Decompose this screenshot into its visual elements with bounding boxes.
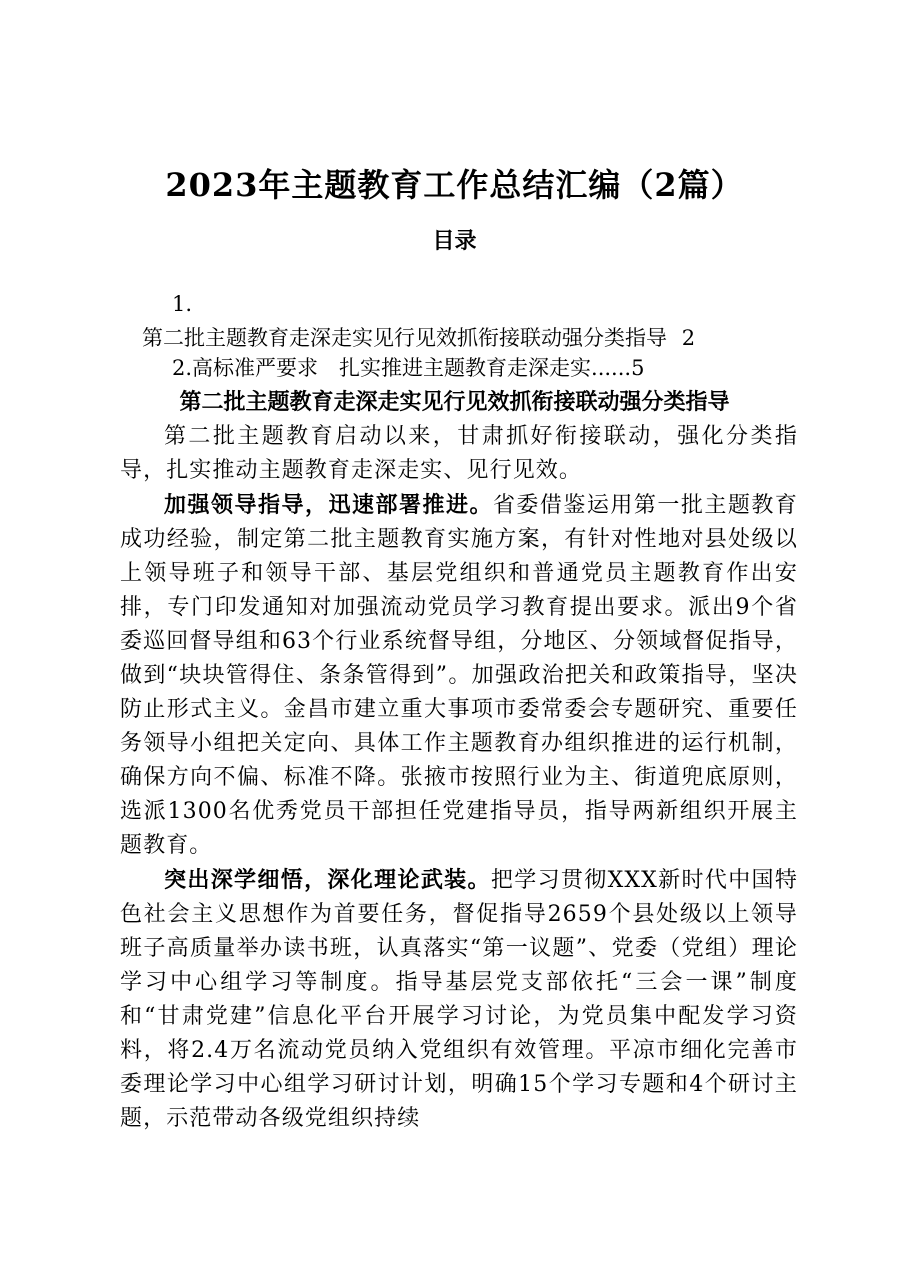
paragraph <box>120 863 798 1136</box>
paragraph-lead: 突出深学细悟，深化理论武装。 <box>164 867 491 893</box>
paragraph-lead: 加强领导指导，迅速部署推进。 <box>164 492 493 518</box>
document-title: 2023年主题教育工作总结汇编（2篇） <box>165 166 744 204</box>
toc-item-1-page: 2 <box>681 326 696 350</box>
paragraph <box>120 419 798 488</box>
section-heading: 第二批主题教育走深走实见行见效抓衔接联动强分类指导 <box>179 389 730 415</box>
paragraph <box>120 488 798 863</box>
toc-item-1-number[interactable]: 1. <box>172 292 193 316</box>
paragraph-text: 第二批主题教育启动以来，甘肃抓好衔接联动，强化分类指导，扎实推动主题教育走深走实、见行见效。 <box>120 424 798 483</box>
toc-item-1[interactable] <box>142 322 695 352</box>
paragraph-text: 省委借鉴运用第一批主题教育成功经验，制定第二批主题教育实施方案，有针对性地对县处级以上领导班子和领导干部、基层党组织和普通党员主题教育作出安排，专门印发通知对加强流动党员学习教育提出要求。派出9个省委巡回督导组和63个行业系统督导组，分地区、分领域督促指导，做到“块块管得住、条条管得到”。加强政治把关和政策指导，坚决防止形式主义。金昌市建立重大事项市委常委会专题研究、重要任务领导小组把关定向、具体工作主题教育办组织推进的运行机制，确保方向不偏、标准不降。张掖市按照行业为主、街道兜底原则，选派1300名优秀党员干部担任党建指导员，指导两新组织开展主题教育。 <box>120 493 798 858</box>
section-body <box>120 419 798 1136</box>
toc-item-2[interactable]: 2.高标准严要求 扎实推进主题教育走深走实......5 <box>172 356 645 380</box>
toc-item-1-text: 第二批主题教育走深走实见行见效抓衔接联动强分类指导 <box>142 326 667 350</box>
toc-heading: 目录 <box>432 228 477 254</box>
paragraph-text: 把学习贯彻XXX新时代中国特色社会主义思想作为首要任务，督促指导2659个县处级以上领导班子高质量举办读书班，认真落实“第一议题”、党委（党组）理论学习中心组学习等制度。指导基层党支部依托“三会一课”制度和“甘肃党建”信息化平台开展学习讨论，为党员集中配发学习资料，将2.4万名流动党员纳入党组织有效管理。平凉市细化完善市委理论学习中心组学习研讨计划，明确15个学习专题和4个研讨主题，示范带动各级党组织持续 <box>120 868 798 1131</box>
